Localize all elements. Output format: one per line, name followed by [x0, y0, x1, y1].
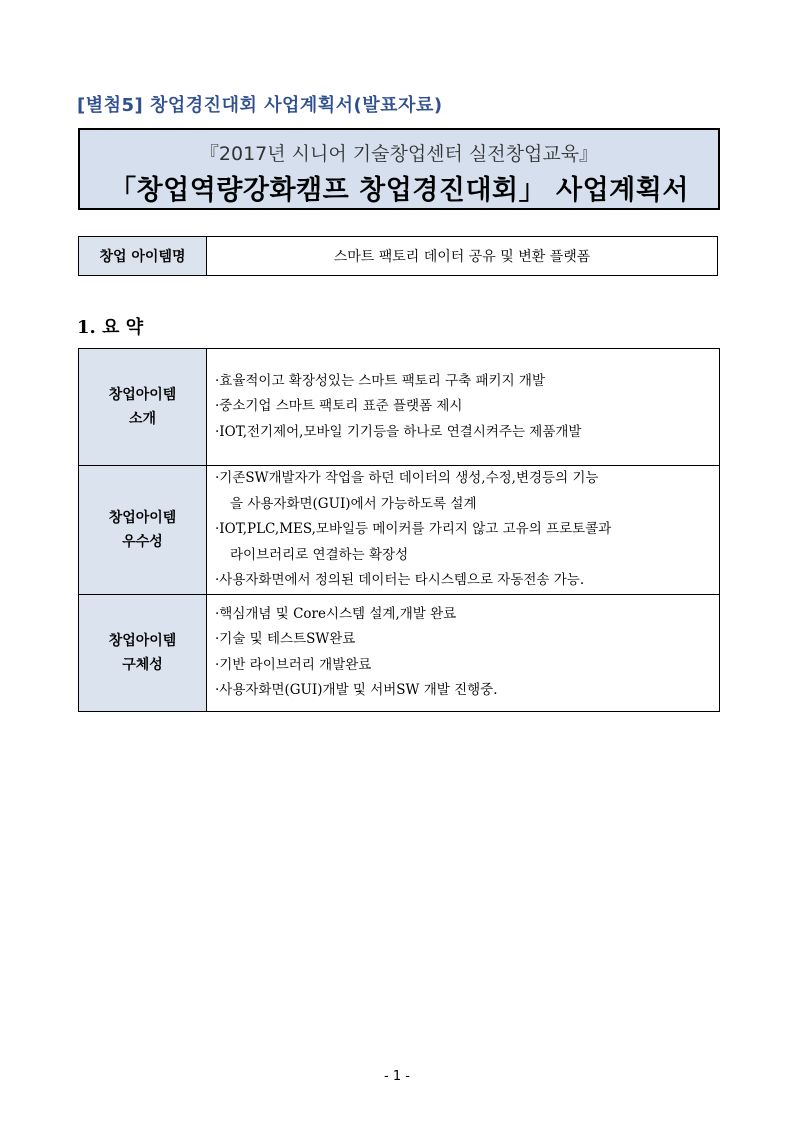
summary-row-content — [207, 466, 720, 595]
title-subtitle: 『2017년 시니어 기술창업센터 실전창업교육』 — [199, 143, 599, 165]
summary-row-header — [79, 594, 207, 711]
section-heading-summary: 1. 요 약 — [77, 317, 144, 338]
summary-table — [78, 348, 720, 712]
summary-row-content — [207, 594, 720, 711]
document-title: 「창업역량강화캠프 창업경진대회」 사업계획서 — [109, 175, 689, 206]
summary-row-introduction — [79, 349, 720, 466]
item-name-value: 스마트 팩토리 데이터 공유 및 변환 플랫폼 — [207, 237, 718, 276]
attachment-label: [별첨5] 창업경진대회 사업계획서(발표자료) — [77, 95, 443, 116]
summary-header-line: 창업아이템 — [108, 387, 177, 403]
summary-bullet-continuation: 라이브러리로 연결하는 확장성 — [230, 546, 409, 563]
summary-header-line: 구체성 — [122, 656, 163, 673]
summary-row-concreteness — [79, 594, 720, 711]
summary-header-line: 창업아이템 — [108, 632, 177, 649]
summary-header-line: 우수성 — [122, 533, 163, 550]
summary-bullet: ·사용자화면에서 정의된 데이터는 타시스템으로 자동전송 가능. — [215, 572, 585, 588]
item-name-table — [78, 236, 718, 276]
summary-bullet: ·효율적이고 확장성있는 스마트 팩토리 구축 패키지 개발 — [215, 372, 545, 389]
summary-row-content — [207, 349, 720, 466]
summary-bullet: ·핵심개념 및 Core시스템 설계,개발 완료 — [215, 605, 457, 622]
summary-bullet: ·사용자화면(GUI)개발 및 서버SW 개발 진행중. — [215, 682, 498, 698]
title-box — [78, 128, 720, 210]
summary-row-excellence — [79, 466, 720, 595]
summary-bullet-continuation: 을 사용자화면(GUI)에서 가능하도록 설계 — [230, 495, 477, 512]
summary-header-line: 소개 — [128, 411, 157, 427]
summary-bullet: ·기반 라이브러리 개발완료 — [215, 656, 372, 673]
summary-bullet: ·중소기업 스마트 팩토리 표준 플랫폼 제시 — [215, 398, 463, 415]
summary-row-header — [79, 349, 207, 466]
summary-row-header — [79, 466, 207, 595]
summary-bullet: ·IOT,PLC,MES,모바일등 메이커를 가리지 않고 고유의 프로토콜과 — [215, 521, 612, 537]
item-name-row — [79, 237, 718, 276]
summary-header-line: 창업아이템 — [108, 509, 177, 526]
item-name-label: 창업 아이템명 — [79, 237, 207, 276]
summary-bullet: ·기존SW개발자가 작업을 하던 데이터의 생성,수정,변경등의 기능 — [215, 470, 599, 486]
page-number: - 1 - — [384, 1069, 410, 1084]
summary-bullet: ·기술 및 테스트SW완료 — [215, 631, 356, 647]
summary-bullet: ·IOT,전기제어,모바일 기기등을 하나로 연결시켜주는 제품개발 — [215, 423, 582, 440]
